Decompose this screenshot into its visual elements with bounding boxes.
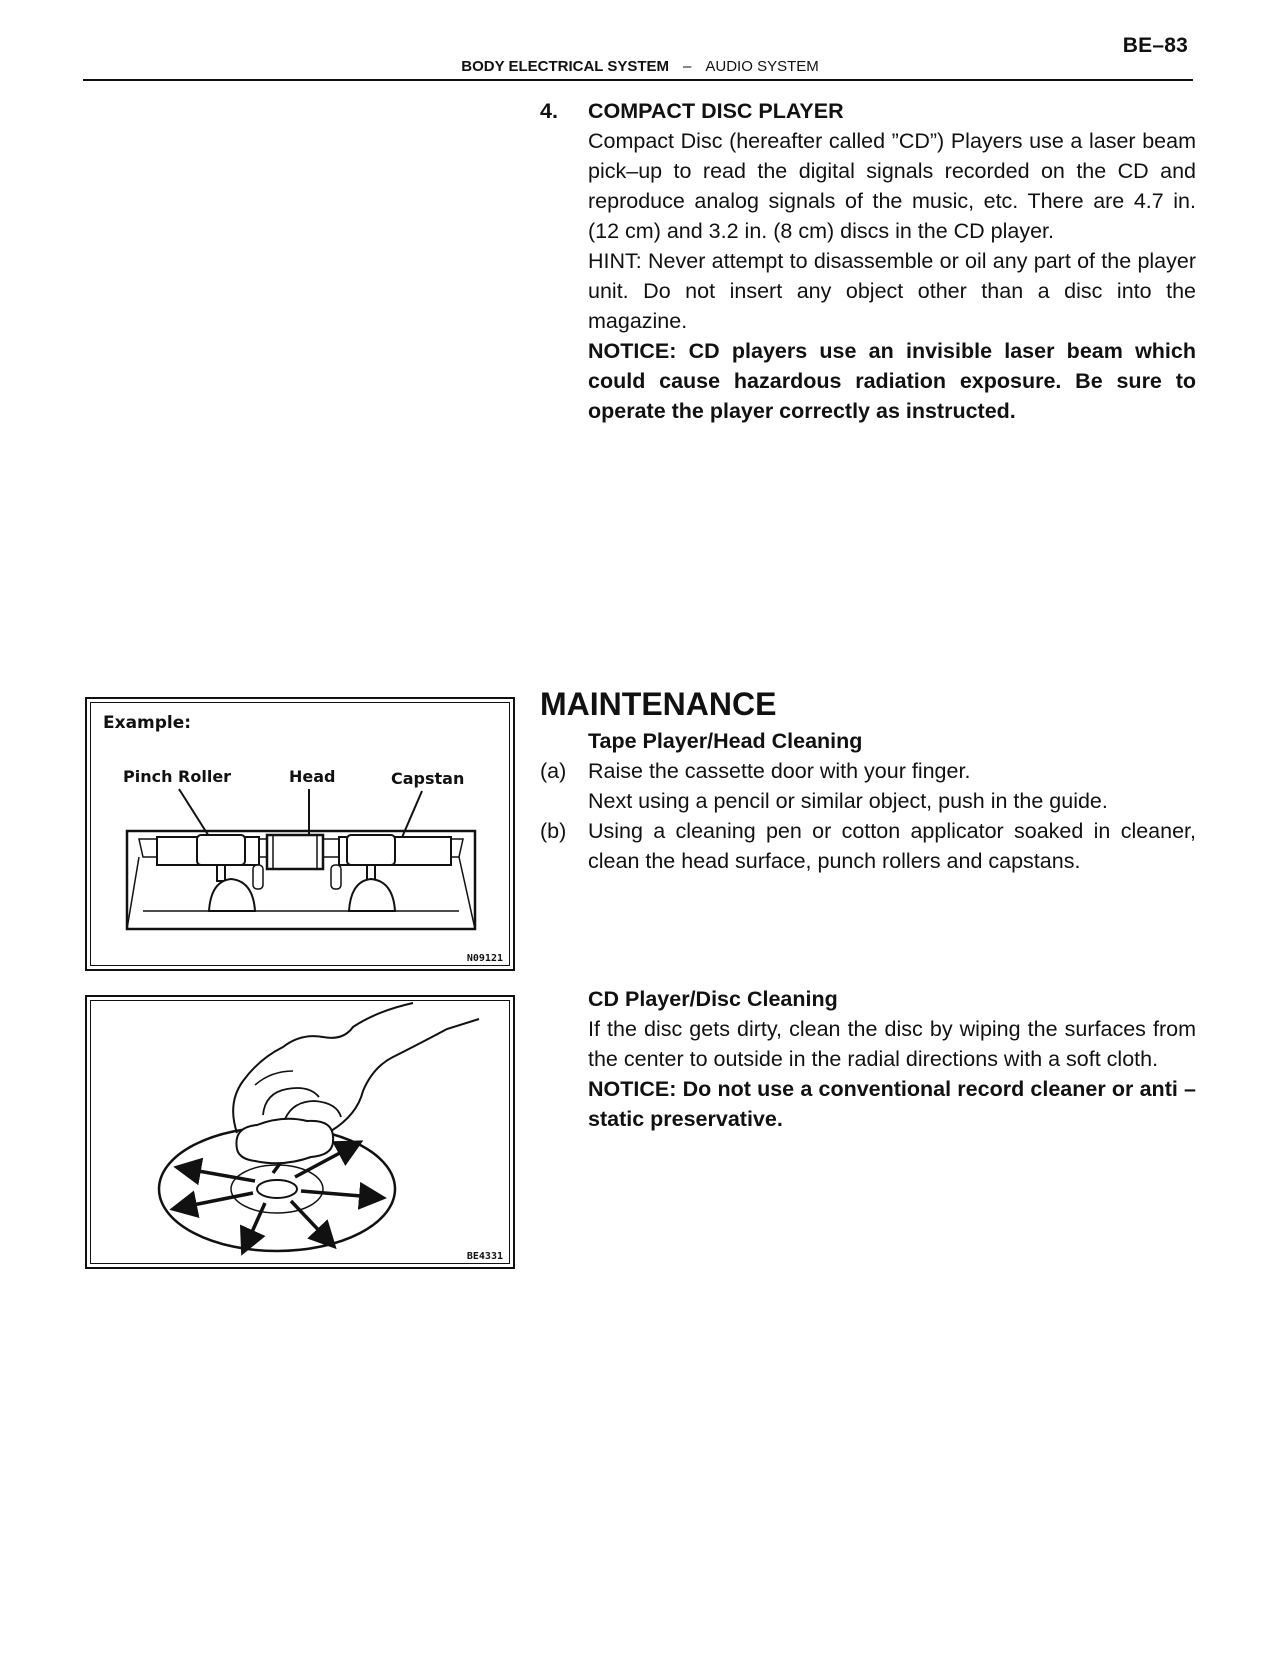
step-line: Raise the cassette door with your finger.: [588, 759, 971, 783]
tape-head-body: [267, 835, 323, 869]
maintenance-heading: MAINTENANCE: [540, 686, 777, 722]
housing-right-wall: [459, 857, 475, 929]
tape-cleaning-heading: Tape Player/Head Cleaning: [588, 729, 863, 753]
capstan-label: Capstan: [391, 769, 465, 788]
right-post: [331, 865, 341, 889]
cd-body-text: Compact Disc (hereafter called ”CD”) Players use a laser beam pick–up to read the digital signals recorded on the CD and reproduce analog signals of the music, etc. There are 4.7 in. (12 cm) and 3.2 in. (8 cm) discs in the CD player.: [588, 129, 1196, 243]
pinch-roller-base: [209, 879, 255, 911]
figure-code: N09121: [466, 953, 503, 964]
finger-line: [285, 1101, 341, 1119]
disc-cleaning-heading: CD Player/Disc Cleaning: [588, 987, 838, 1011]
cleaning-cloth: [236, 1119, 333, 1164]
cd-hint-text: HINT: Never attempt to disassemble or oil any part of the player unit. Do not insert any object other than a disc into the magazine.: [588, 249, 1196, 333]
running-head: [0, 58, 1280, 75]
capstan-body: [347, 835, 395, 865]
step-mark: (a): [540, 759, 567, 783]
pinch-roller-label: Pinch Roller: [123, 767, 232, 786]
cd-notice-text: NOTICE: CD players use an invisible laser beam which could cause hazardous radiation exposure. Be sure to operate the player correctly as instructed.: [588, 339, 1196, 423]
item-number: 4.: [540, 99, 558, 123]
step-b: [540, 816, 1196, 876]
step-a: [540, 756, 1196, 816]
pinch-roller-shaft: [217, 865, 225, 881]
step-line: Next using a pencil or similar object, push in the guide.: [588, 789, 1108, 813]
header-rule: [83, 79, 1193, 81]
item-title: COMPACT DISC PLAYER: [588, 99, 844, 123]
head-label: Head: [289, 767, 336, 786]
left-post: [253, 865, 263, 889]
disc-center-hole: [257, 1180, 297, 1198]
tape-mechanism-drawing: [87, 699, 513, 969]
example-label: Example:: [103, 713, 192, 733]
housing-left-wall: [127, 857, 139, 929]
tape-head-figure: [85, 697, 515, 971]
wrist-outline: [331, 1019, 479, 1131]
disc-wiping-drawing: [87, 997, 513, 1267]
section-title: BODY ELECTRICAL SYSTEM: [461, 58, 670, 75]
knuckle-line: [255, 1071, 293, 1085]
maintenance-section: [540, 684, 1196, 876]
figure-code: BE4331: [466, 1251, 503, 1262]
cd-section-heading: [540, 96, 1196, 126]
capstan-base: [349, 879, 395, 911]
pinch-roller-body: [197, 835, 245, 865]
step-line: Using a cleaning pen or cotton applicator soaked in cleaner, clean the head surface, punch rollers and capstans.: [588, 819, 1196, 873]
disc-cleaning-body: If the disc gets dirty, clean the disc by wiping the surfaces from the center to outside in the radial directions with a soft cloth.: [588, 1017, 1196, 1071]
disc-cleaning-section: [540, 984, 1196, 1134]
page-number: BE–83: [1122, 34, 1188, 57]
disc-cleaning-figure: [85, 995, 515, 1269]
step-mark: (b): [540, 819, 567, 843]
cd-player-section: [540, 96, 1196, 426]
hand-outline: [233, 1003, 413, 1133]
header-separator: –: [683, 58, 692, 75]
disc-cleaning-notice: NOTICE: Do not use a conventional record cleaner or anti –static preservative.: [588, 1077, 1196, 1131]
subsection-title: AUDIO SYSTEM: [705, 58, 819, 75]
